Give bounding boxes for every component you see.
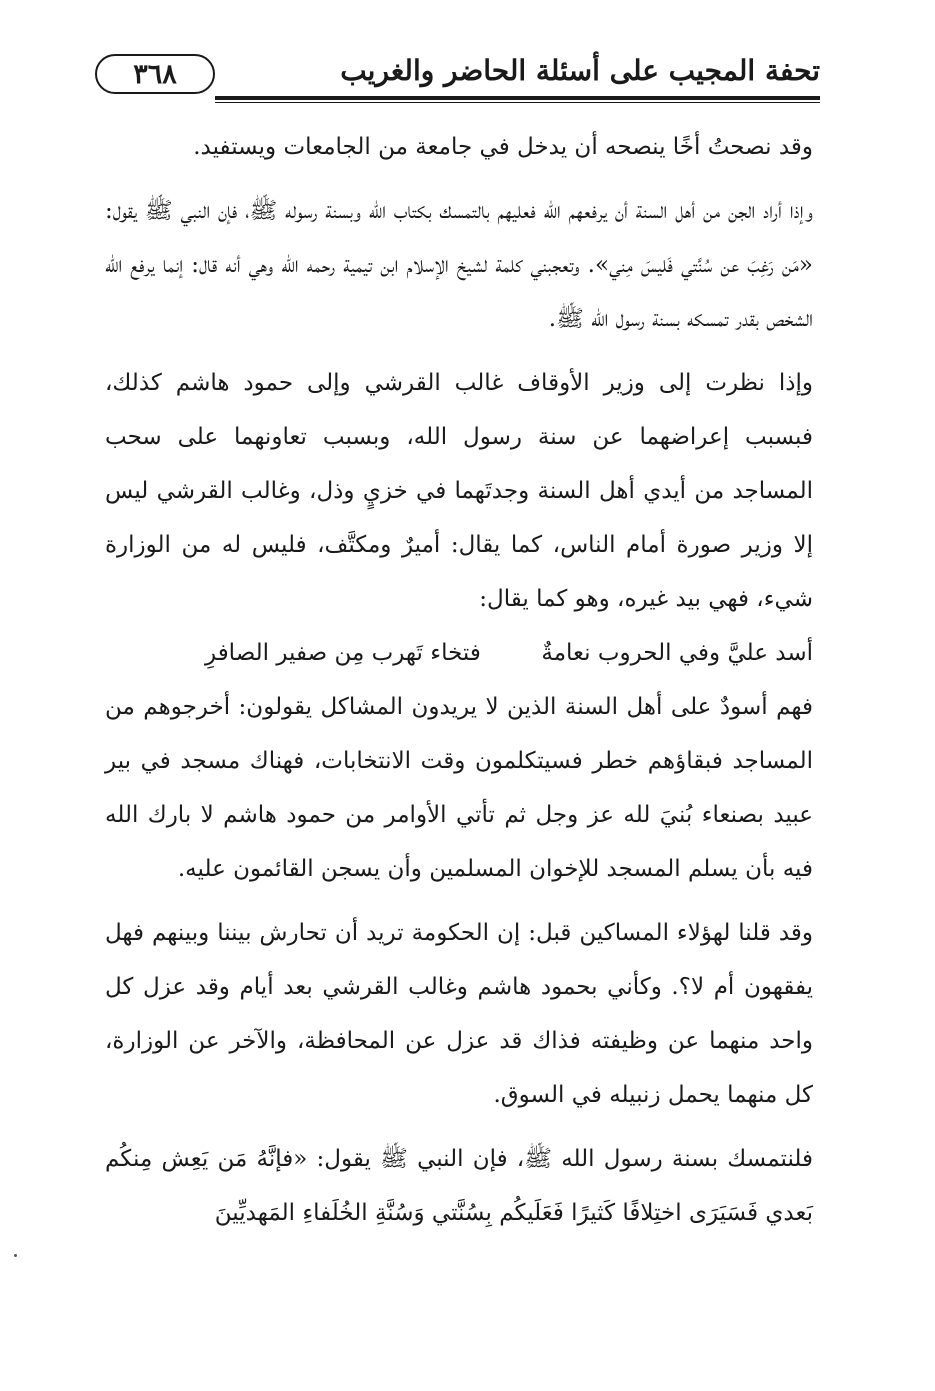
paragraph-3: وإذا نظرت إلى وزير الأوقاف غالب القرشي وإلى حمود هاشم كذلك، فبسبب إعراضهما عن سنة رسول الله، وبسبب تعاونهما على سحب المساجد من أيدي أهل السنة وجدتَهما في خزيٍ وذل، وغالب القرشي ليس إلا وزير صورة أمام الناس، كما يقال: أميرٌ ومكتَّف، فليس له من الوزارة شيء، فهي بيد غيره، وهو كما يقال:	[105, 370, 813, 612]
header-rule-thin	[215, 102, 820, 103]
paragraph-5: وقد قلنا لهؤلاء المساكين قبل: إن الحكومة تريد أن تحارش بيننا وبينهم فهل يفقهون أم لا؟. وكأني بحمود هاشم وغالب القرشي بعد أيام وقد عزل كل واحد منهما عن وظيفته فذاك قد عزل عن المحافظة، والآخر عن الوزارة، كل منهما يحمل زنبيله في السوق.	[105, 920, 813, 1108]
verse-first-hemistich: أسد عليَّ وفي الحروب نعامةٌ	[541, 640, 813, 666]
scan-speck	[14, 1254, 17, 1257]
paragraph-2: وإذا أراد الجن من أهل السنة أن يرفعهم الله فعليهم بالتمسك بكتاب الله وبسنة رسوله ﷺ، فإن النبي ﷺ يقول: «مَن رَغِبَ عن سُنَّتي فَليسَ مِني». وتعجبني كلمة لشيخ الإسلام ابن تيمية رحمه الله وهي أنه قال: إنما يرفع الله الشخص بقدر تمسكه بسنة رسول الله ﷺ.	[105, 198, 813, 332]
book-title: تحفة المجيب على أسئلة الحاضر والغريب	[340, 54, 820, 87]
page-number-frame	[95, 54, 215, 94]
page-header	[95, 52, 820, 106]
paragraph-1: وقد نصحتُ أخًا ينصحه أن يدخل في جامعة من الجامعات ويستفيد.	[193, 134, 813, 160]
verse-second-hemistich: فتخاء تَهرب مِن صفير الصافرِ	[205, 640, 481, 666]
header-rule	[215, 96, 820, 100]
poetry-verse	[205, 626, 813, 680]
paragraph-4: فهم أسودٌ على أهل السنة الذين لا يريدون المشاكل يقولون: أخرجوهم من المساجد فبقاؤهم خطر فسيتكلمون وقت الانتخابات، فهناك مسجد في بير عبيد بصنعاء بُنيَ لله عز وجل ثم تأتي الأوامر من حمود هاشم لا بارك الله فيه بأن يسلم المسجد للإخوان المسلمين وأن يسجن القائمون عليه.	[105, 694, 813, 882]
page-body	[105, 120, 813, 1240]
paragraph-6: فلنتمسك بسنة رسول الله ﷺ، فإن النبي ﷺ يقول: «فإنَّهُ مَن يَعِش مِنكُم بَعدي فَسَيَرَى اختِلافًا كَثيرًا فَعَلَيكُم بِسُنَّتي وَسُنَّةِ الخُلَفاءِ المَهديِّينَ	[105, 1146, 813, 1226]
page-number: ٣٦٨	[133, 58, 177, 90]
